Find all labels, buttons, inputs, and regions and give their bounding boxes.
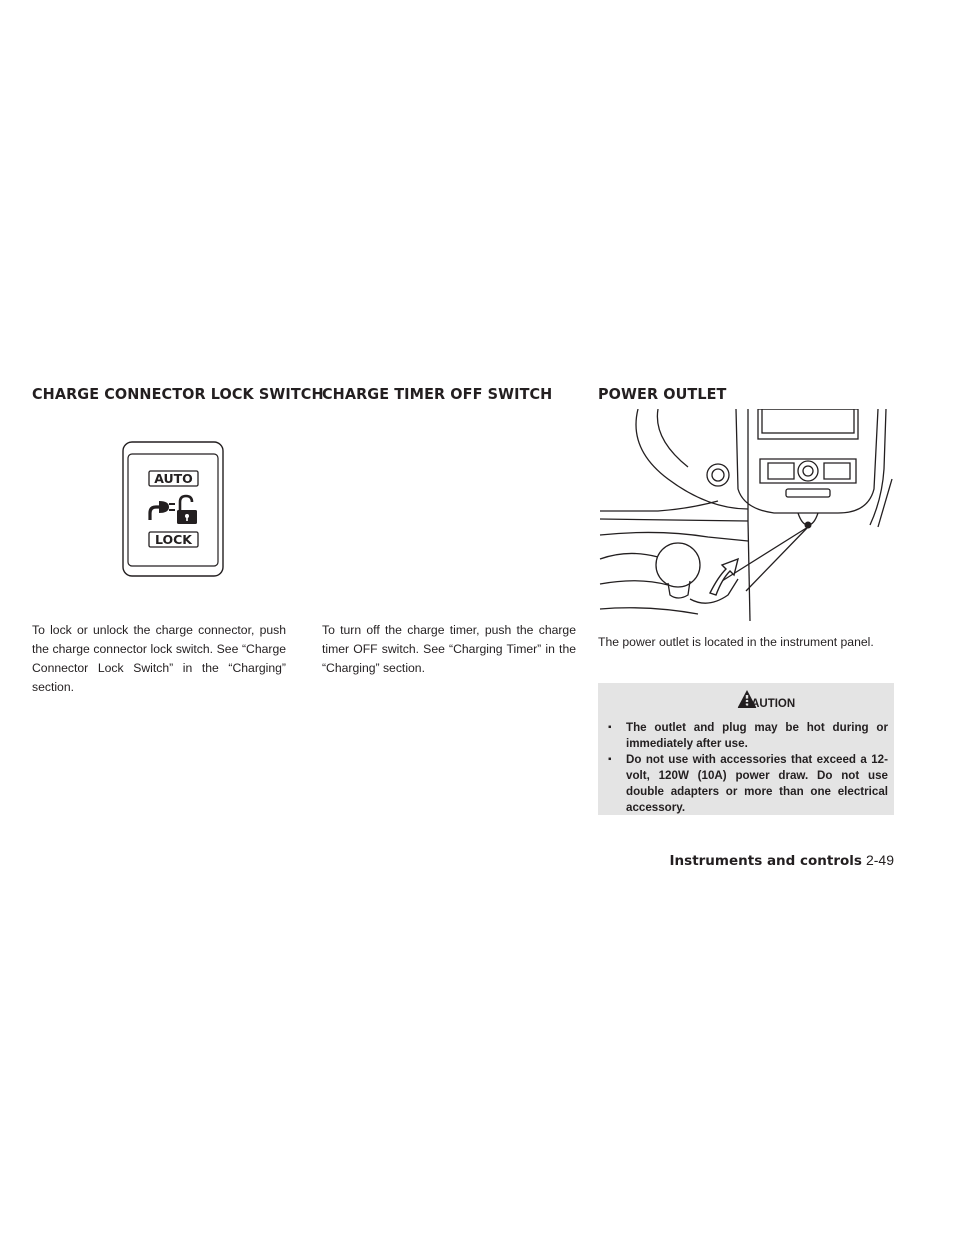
section-heading: CHARGE CONNECTOR LOCK SWITCH	[32, 385, 324, 403]
section-body: To lock or unlock the charge connector, push the charge connector lock switch. See “Charge Connector Lock Switch” in the “Charging” section.	[32, 623, 286, 694]
caution-title: CAUTION	[742, 698, 796, 710]
section-body: The power outlet is located in the instrument panel.	[598, 635, 874, 649]
switch-label-lock: LOCK	[154, 532, 193, 547]
switch-label-auto: AUTO	[154, 471, 193, 486]
caution-item: ▪ The outlet and plug may be hot during or immediately after use.	[608, 720, 888, 752]
power-outlet-illustration	[598, 409, 894, 621]
caution-list	[608, 720, 888, 816]
section-heading: CHARGE TIMER OFF SWITCH	[322, 385, 553, 403]
section-charge-connector-lock-switch	[32, 385, 324, 694]
page-number: 2-49	[865, 852, 894, 868]
section-heading: POWER OUTLET	[598, 385, 727, 403]
section-charge-timer-off-switch	[322, 385, 592, 675]
caution-box	[598, 683, 894, 815]
charge-connector-lock-switch-illustration	[122, 441, 224, 577]
section-power-outlet	[598, 385, 894, 814]
footer-section-title: Instruments and controls	[669, 853, 862, 869]
section-body: To turn off the charge timer, push the charge timer OFF switch. See “Charging Timer” in the “Charging” section.	[322, 623, 576, 675]
caution-item: ▪ Do not use with accessories that exceed a 12-volt, 120W (10A) power draw. Do not use double adapters or more than one electrical accessory.	[608, 752, 888, 816]
page-footer	[670, 852, 894, 869]
